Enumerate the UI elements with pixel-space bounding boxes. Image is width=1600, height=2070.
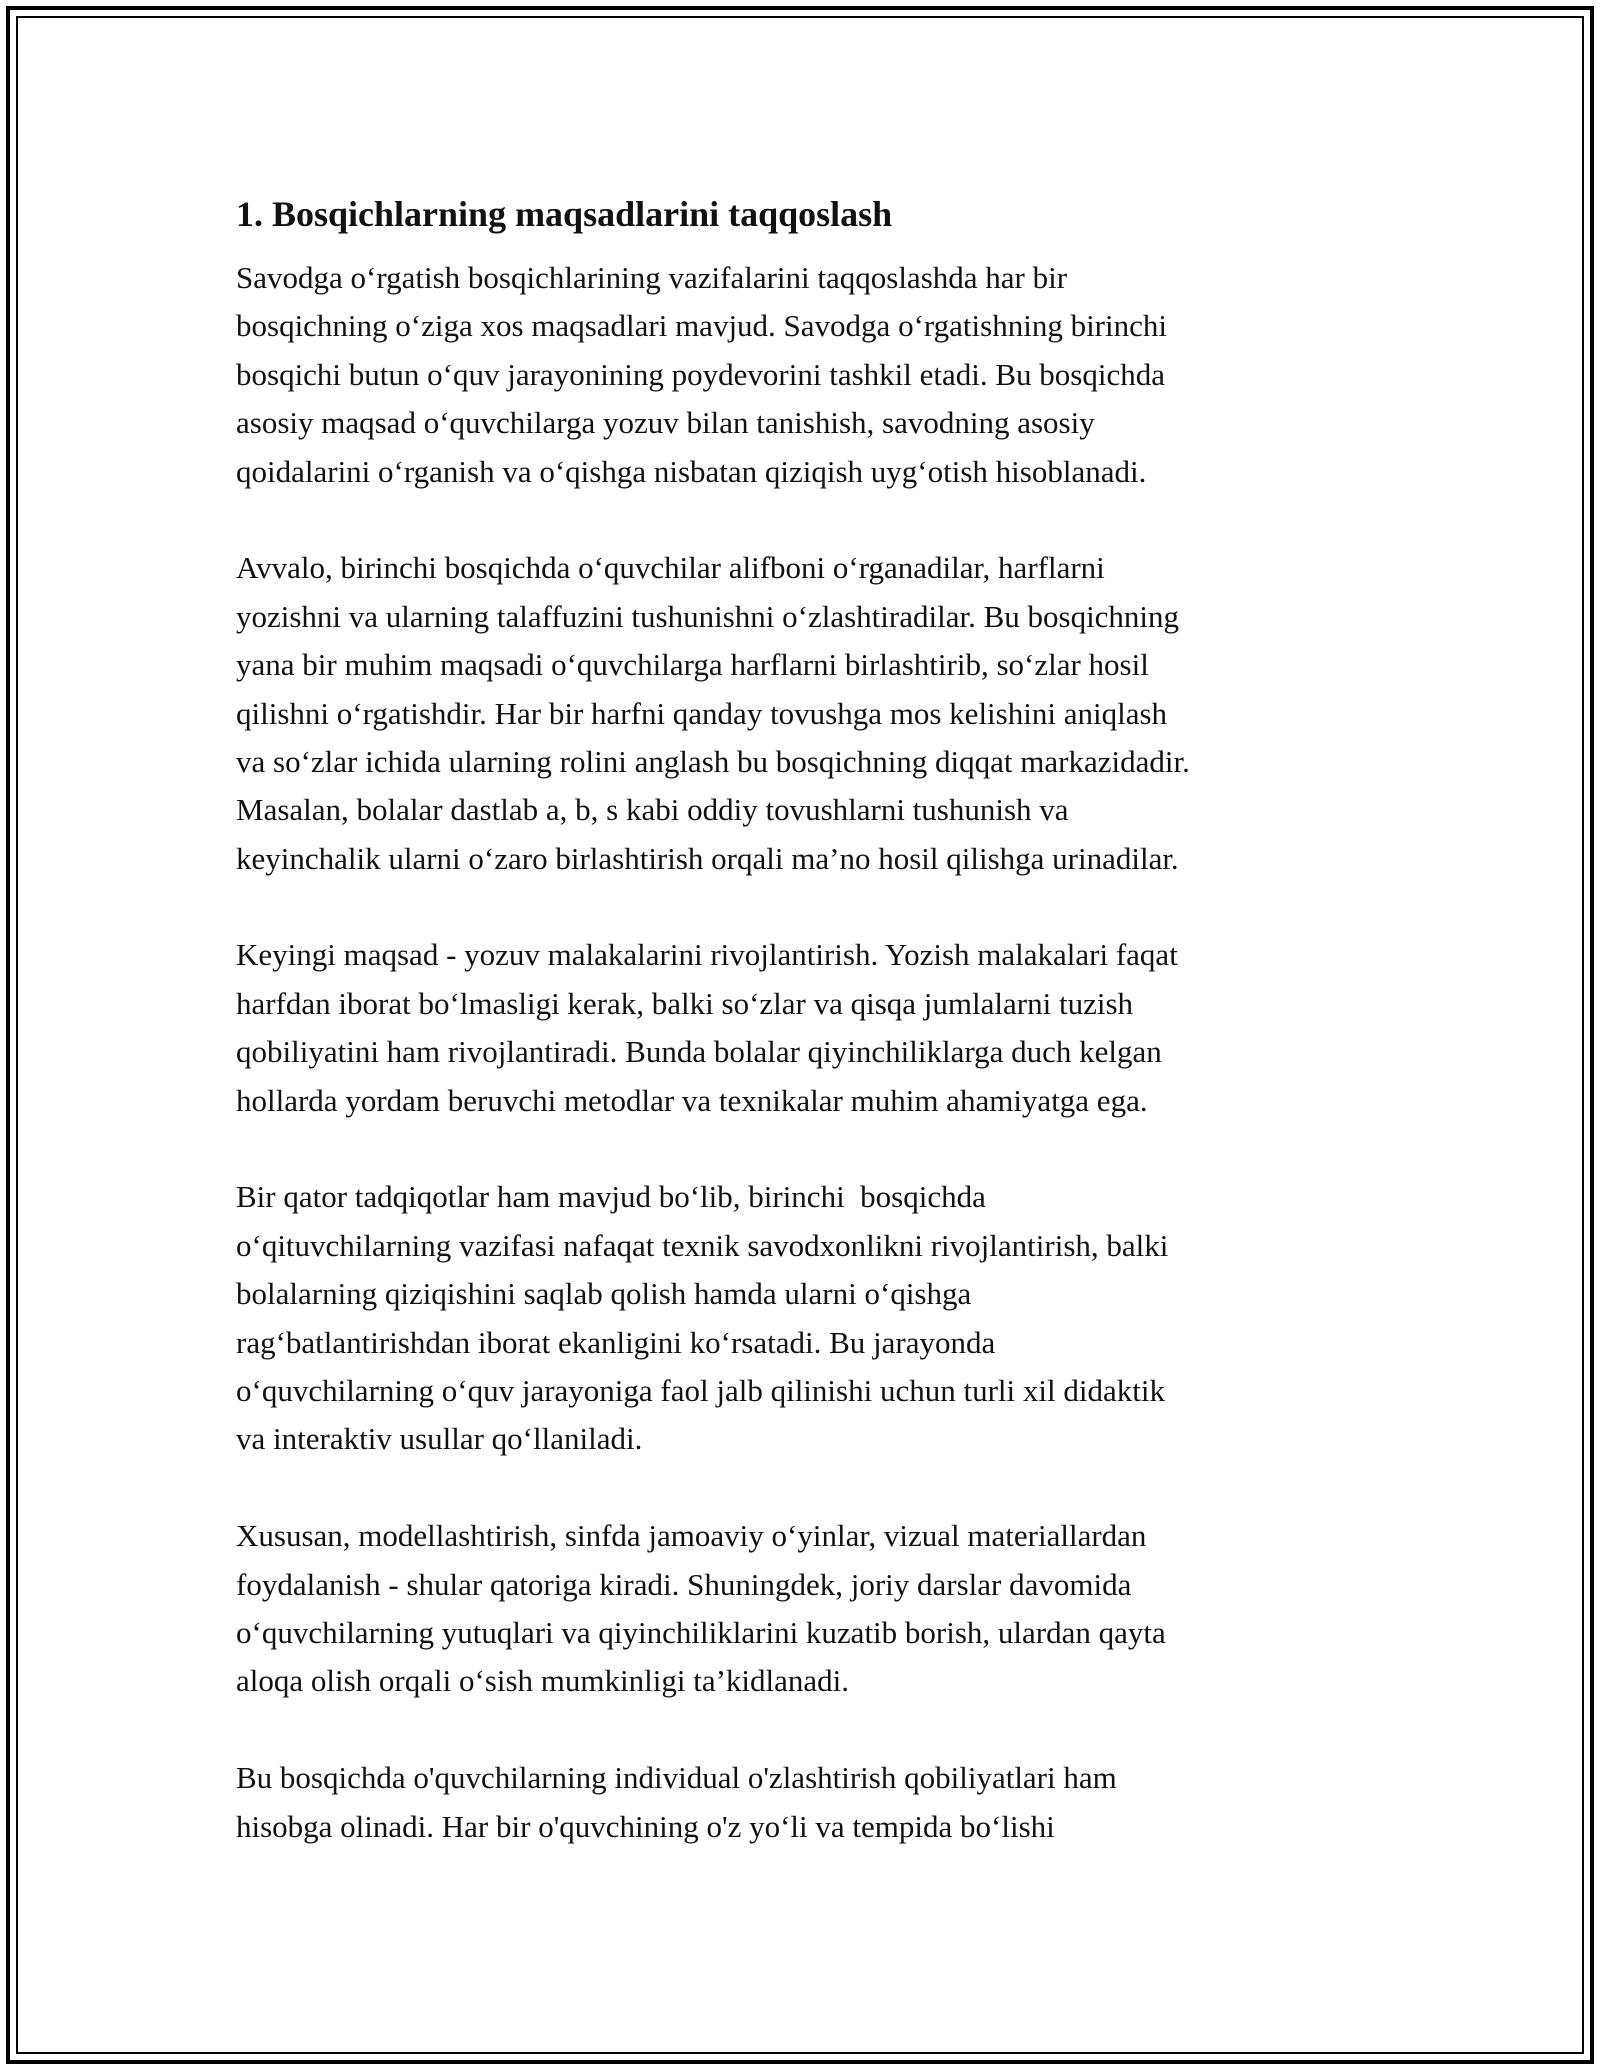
text-line: o‘quvchilarning yutuqlari va qiyinchiliklarini kuzatib borish, ulardan qayta bbox=[236, 1614, 1166, 1650]
text-line: Bu bosqichda o'quvchilarning individual o'zlashtirish qobiliyatlari ham bbox=[236, 1760, 1117, 1796]
paragraph-6 bbox=[236, 1754, 1386, 1851]
text-line: Xususan, modellashtirish, sinfda jamoaviy o‘yinlar, vizual materiallardan bbox=[236, 1518, 1147, 1554]
text-line: Masalan, bolalar dastlab a, b, s kabi oddiy tovushlarni tushunish va bbox=[236, 792, 1069, 828]
paragraph-4 bbox=[236, 1173, 1386, 1463]
text-line: o‘qituvchilarning vazifasi nafaqat texnik savodxonlikni rivojlantirish, balki bbox=[236, 1227, 1169, 1263]
text-line: qilishni o‘rgatishdir. Har bir harfni qanday tovushga mos kelishini aniqlash bbox=[236, 695, 1168, 731]
paragraph-3 bbox=[236, 931, 1386, 1125]
text-line: foydalanish - shular qatoriga kiradi. Shuningdek, joriy darslar davomida bbox=[236, 1566, 1132, 1602]
text-line: harfdan iborat bo‘lmasligi kerak, balki so‘zlar va qisqa jumlalarni tuzish bbox=[236, 985, 1134, 1021]
paragraph-1 bbox=[236, 254, 1386, 496]
paragraph-5 bbox=[236, 1512, 1386, 1706]
text-line: hollarda yordam beruvchi metodlar va texnikalar muhim ahamiyatga ega. bbox=[236, 1082, 1148, 1118]
text-line: bolalarning qiziqishini saqlab qolish hamda ularni o‘qishga bbox=[236, 1276, 972, 1312]
text-line: yana bir muhim maqsadi o‘quvchilarga harflarni birlashtirib, so‘zlar hosil bbox=[236, 647, 1149, 683]
text-line: bosqichning o‘ziga xos maqsadlari mavjud. Savodga o‘rgatishning birinchi bbox=[236, 308, 1167, 344]
text-line: Bir qator tadqiqotlar ham mavjud bo‘lib, birinchi bosqichda bbox=[236, 1179, 986, 1215]
text-line: Avvalo, birinchi bosqichda o‘quvchilar alifboni o‘rganadilar, harflarni bbox=[236, 550, 1105, 586]
text-line: aloqa olish orqali o‘sish mumkinligi ta’kidlanadi. bbox=[236, 1663, 850, 1699]
text-line: Keyingi maqsad - yozuv malakalarini rivojlantirish. Yozish malakalari faqat bbox=[236, 937, 1178, 973]
text-line: rag‘batlantirishdan iborat ekanligini ko‘rsatadi. Bu jarayonda bbox=[236, 1324, 996, 1360]
text-line: va so‘zlar ichida ularning rolini anglash bu bosqichning diqqat markazidadir. bbox=[236, 743, 1190, 779]
paragraph-2 bbox=[236, 544, 1386, 883]
text-line: qobiliyatini ham rivojlantiradi. Bunda bolalar qiyinchiliklarga duch kelgan bbox=[236, 1034, 1162, 1070]
text-line: va interaktiv usullar qo‘llaniladi. bbox=[236, 1421, 643, 1457]
text-line: yozishni va ularning talaffuzini tushunishni o‘zlashtiradilar. Bu bosqichning bbox=[236, 598, 1180, 634]
text-line: qoidalarini o‘rganish va o‘qishga nisbatan qiziqish uyg‘otish hisoblanadi. bbox=[236, 453, 1147, 489]
text-line: bosqichi butun o‘quv jarayonining poydevorini tashkil etadi. Bu bosqichda bbox=[236, 356, 1166, 392]
text-line: hisobga olinadi. Har bir o'quvchining o'z yo‘li va tempida bo‘lishi bbox=[236, 1808, 1055, 1844]
text-line: asosiy maqsad o‘quvchilarga yozuv bilan tanishish, savodning asosiy bbox=[236, 405, 1095, 441]
text-line: keyinchalik ularni o‘zaro birlashtirish orqali ma’no hosil qilishga urinadilar. bbox=[236, 840, 1179, 876]
document-body bbox=[236, 188, 1386, 1851]
text-line: o‘quvchilarning o‘quv jarayoniga faol jalb qilinishi uchun turli xil didaktik bbox=[236, 1372, 1165, 1408]
section-heading: 1. Bosqichlarning maqsadlarini taqqoslash bbox=[236, 194, 893, 234]
text-line: Savodga o‘rgatish bosqichlarining vazifalarini taqqoslashda har bir bbox=[236, 260, 1068, 295]
